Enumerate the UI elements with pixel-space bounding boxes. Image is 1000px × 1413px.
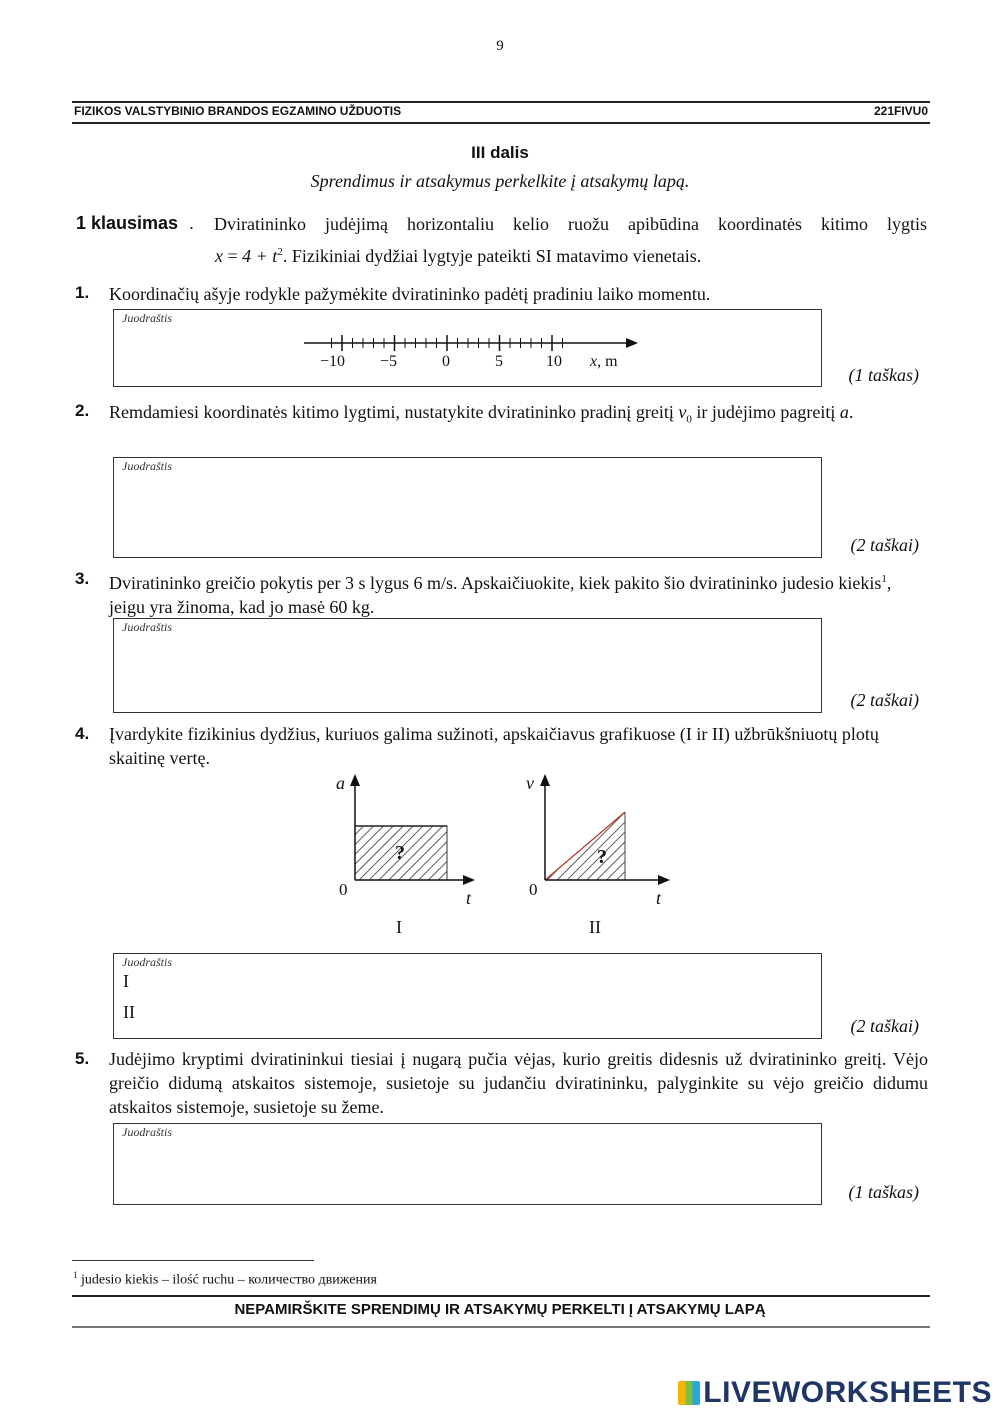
task-2-draft-box[interactable] — [113, 457, 822, 558]
task-2-end: . — [848, 402, 854, 422]
exam-code: 221FIVU0 — [873, 104, 928, 118]
task-1-number: 1. — [75, 283, 90, 302]
draft-label: Juodraštis — [122, 620, 173, 634]
part-title: III dalis — [471, 143, 529, 162]
footnote-text: judesio kiekis – ilość ruchu – количество движения — [77, 1272, 377, 1288]
answer-line-I[interactable]: I — [123, 971, 129, 991]
graph-I-y-arrow — [350, 774, 360, 786]
axis-label-neg10: −10 — [320, 353, 346, 370]
axis-var: x — [590, 353, 598, 370]
graph-II-caption: II — [589, 917, 601, 937]
graph-I-x-label: t — [466, 888, 472, 908]
header-bottom-rule — [72, 122, 930, 124]
task-3-text — [109, 567, 928, 619]
question-equation — [215, 240, 701, 268]
task-2-v: v — [678, 402, 687, 422]
question-label: 1 klausimas — [76, 213, 179, 233]
part-subtitle: Sprendimus ir atsakymus perkelkite į atsakymų lapą. — [310, 171, 690, 191]
task-4-points: (2 taškai) — [850, 1016, 919, 1036]
page-number: 9 — [496, 38, 504, 54]
graph-II-x-label: t — [656, 888, 662, 908]
axis-label-5: 5 — [495, 353, 503, 370]
task-2-points: (2 taškai) — [850, 535, 919, 555]
task-2-number: 2. — [75, 401, 90, 420]
eq-equals: = — [227, 246, 238, 266]
graph-I-origin: 0 — [339, 880, 348, 899]
graph-I-caption: I — [396, 917, 402, 937]
task-4-number: 4. — [75, 724, 90, 743]
question-text-b: . Fizikiniai dydžiai lygtyje pateikti SI matavimo vienetais. — [282, 246, 702, 266]
eq-exponent: 2 — [277, 246, 283, 258]
task-5-points: (1 taškas) — [848, 1182, 919, 1202]
graph-II-question-mark: ? — [597, 846, 607, 868]
footer-top-rule — [72, 1295, 930, 1297]
eq-rhs: 4 + t — [242, 246, 278, 266]
eq-lhs: x — [215, 246, 223, 266]
graph-I — [350, 774, 475, 885]
question-text-a: Dviratininko judėjimą horizontaliu kelio ruožu apibūdina koordinatės kitimo lygtis — [214, 214, 927, 234]
task-4-text: Įvardykite fizikinius dydžius, kuriuos galima sužinoti, apskaičiavus grafikuose (I ir II) užbrūkšniuotų plotų skaitinę vertę. — [109, 724, 879, 768]
graph-II-y-arrow — [540, 774, 550, 786]
graphs-figure — [320, 770, 700, 945]
question-label-dot: . — [189, 213, 195, 233]
graph-II-y-label: v — [526, 773, 534, 793]
task-2-text-b: ir judėjimo pagreitį — [691, 402, 840, 422]
task-1-text: Koordinačių ašyje rodykle pažymėkite dviratininko padėtį pradiniu laiko momentu. — [109, 284, 711, 304]
footnote-number: 1 — [73, 1270, 78, 1280]
task-2-text-a: Remdamiesi koordinatės kitimo lygtimi, nustatykite dviratininko pradinį greitį — [109, 402, 679, 422]
draft-label: Juodraštis — [122, 1125, 173, 1139]
graph-I-x-arrow — [463, 875, 475, 885]
footnote — [73, 1270, 377, 1289]
task-3-points: (2 taškai) — [850, 690, 919, 710]
task-3-draft-box[interactable] — [113, 618, 822, 713]
axis-label-0: 0 — [442, 353, 450, 370]
number-line[interactable] — [114, 310, 821, 386]
task-2-text — [109, 400, 928, 432]
task-3-text-b: , jeigu yra žinoma, kad jo masė 60 kg. — [109, 573, 892, 617]
number-line-arrow — [626, 338, 638, 348]
liveworksheets-logo — [678, 1376, 992, 1410]
task-1-points: (1 taškas) — [848, 365, 919, 385]
graph-II-x-arrow — [658, 875, 670, 885]
task-2-v-sub: 0 — [686, 413, 692, 426]
task-3-text-a: Dviratininko greičio pokytis per 3 s lygus 6 m/s. Apskaičiuokite, kiek pakito šio dviratininko judesio kiekis — [109, 573, 882, 593]
task-1-draft-box[interactable] — [113, 309, 822, 387]
watermark-text: LIVEWORKSHEETS — [703, 1376, 992, 1409]
graph-I-y-label: a — [336, 773, 345, 793]
axis-unit-label — [590, 353, 618, 371]
answer-line-II[interactable]: II — [123, 1002, 135, 1022]
logo-mark-icon — [678, 1381, 700, 1405]
draft-label: Juodraštis — [122, 311, 173, 325]
axis-label-neg5: −5 — [380, 353, 398, 370]
task-2-a: a — [839, 402, 849, 422]
task-5-draft-box[interactable] — [113, 1123, 822, 1205]
exam-title: FIZIKOS VALSTYBINIO BRANDOS EGZAMINO UŽDUOTIS — [74, 104, 402, 118]
axis-unit: , m — [597, 353, 618, 370]
header-top-rule — [72, 101, 930, 103]
task-5-text: Judėjimo kryptimi dviratininkui tiesiai į nugarą pučia vėjas, kurio greitis didesnis už dviratininko greitį. Vėjo greičio didumą atskaitos sistemoje, susietoje su judančiu dviratininku, palyginkite su vėjo greičio didumu atskaitos sistemoje, susietoje su žeme. — [109, 1049, 928, 1117]
axis-label-10: 10 — [546, 353, 562, 370]
draft-label: Juodraštis — [122, 955, 173, 969]
task-3-footnote-ref: 1 — [881, 573, 887, 585]
graph-II-origin: 0 — [529, 880, 538, 899]
task-4-draft-box[interactable] — [113, 953, 822, 1039]
draft-label: Juodraštis — [122, 459, 173, 473]
task-3-number: 3. — [75, 569, 90, 588]
task-5-number: 5. — [75, 1049, 90, 1068]
footnote-rule — [72, 1260, 314, 1261]
footer-reminder: NEPAMIRŠKITE SPRENDIMŲ IR ATSAKYMŲ PERKELTI Į ATSAKYMŲ LAPĄ — [234, 1301, 766, 1318]
footer-bottom-rule — [72, 1326, 930, 1328]
graph-I-question-mark: ? — [395, 842, 405, 864]
